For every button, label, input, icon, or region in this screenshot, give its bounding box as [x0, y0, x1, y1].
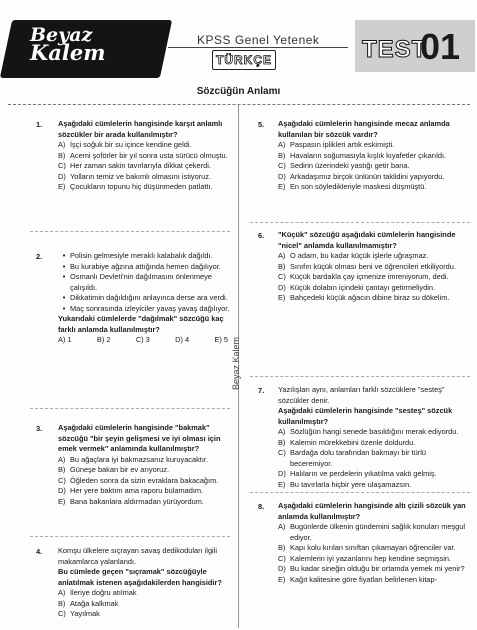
question-stem: "Küçük" sözcüğü aşağıdaki cümlelerin hangisinde "nicel" anlamda kullanılmamıştır?: [278, 230, 456, 250]
option-e[interactable]: E) Kağıt kalitesine göre fiyatları belirlenen kitap-: [278, 574, 438, 584]
option-e[interactable]: E) Bahçedeki küçük ağacın dibine biraz su dökelim.: [278, 293, 450, 302]
test-number: 01: [420, 26, 461, 67]
option-a[interactable]: A) Bugünlerde ülkenin gündemini sağlık konuları meşgul ediyor.: [278, 522, 466, 542]
option-a[interactable]: A) Sözlüğün hangi senede basıldığını merak ediyordu.: [278, 427, 459, 436]
header-divider: [8, 104, 470, 105]
question-3: [58, 423, 230, 507]
question-stem: Bu cümlede geçen "sıçramak" sözcüğüyle anlatılmak istenen aşağıdakilerden hangisidir?: [58, 567, 222, 587]
question-context: Komşu ülkelere sıçrayan savaş dedikoduları ilgili makamlarca yalanlandı.: [58, 546, 217, 566]
option-d[interactable]: D) Arkadaşımız birçok ünlünün taklidini yapıyordu.: [278, 171, 445, 181]
bullet-item: • Dikkatimin dağıldığını anlayınca derse ara verdi.: [58, 293, 230, 304]
question-stem: Aşağıdaki cümlelerin hangisinde "bakmak" sözcüğü "bir şeyin gelişmesi ve iyi olması için emek vermek" anlamında kullanılmıştır?: [58, 423, 221, 453]
option-d[interactable]: D) 4: [175, 335, 190, 344]
question-2: [58, 251, 230, 346]
logo-line-1: Beyaz: [30, 24, 93, 46]
option-e[interactable]: E) En son söyledikleriyle maskesi düşmüştü.: [278, 182, 427, 191]
question-1: [58, 119, 230, 193]
option-d[interactable]: D) Halıların ve perdelerin yıkatılma vakti gelmiş.: [278, 469, 437, 478]
question-stem: Aşağıdaki cümlelerin hangisinde altı çizili sözcük yan anlamda kullanılmıştır?: [278, 501, 466, 521]
option-b[interactable]: B) 2: [96, 335, 111, 344]
question-number: 2.: [36, 252, 43, 261]
logo-line-2: Kalem: [30, 40, 106, 65]
question-stem: Aşağıdaki cümlelerin hangisinde mecaz anlamda kullanılan bir sözcük vardır?: [278, 119, 450, 139]
option-a[interactable]: A) 1: [58, 335, 72, 344]
subject-badge: [212, 50, 276, 70]
option-b[interactable]: B) Sınıfın küçük olması beni ve öğrencileri etkiliyordu.: [278, 261, 456, 271]
question-number: 1.: [36, 120, 43, 129]
option-c[interactable]: C) Yayılmak: [58, 609, 100, 618]
option-a[interactable]: A) Bu ağaçlara iyi bakmazsanız kuruyacaktır.: [58, 454, 209, 464]
subject-label: TÜRKÇE: [216, 53, 272, 67]
bullet-item: • Polisin gelmesiyle meraklı kalabalık dağıldı.: [58, 251, 230, 262]
bullet-item: • Maç sonrasında izleyiciler yavaş yavaş dağılıyor.: [58, 304, 230, 315]
question-separator: [30, 536, 230, 537]
option-a[interactable]: A) İşçi soğuk bir su içince kendine geldi.: [58, 140, 192, 149]
question-number: 4.: [36, 547, 43, 556]
question-stem: Yukarıdaki cümlelerde "dağılmak" sözcüğü kaç farklı anlamda kullanılmıştır?: [58, 314, 224, 334]
question-stem: Aşağıdaki cümlelerin hangisinde karşıt anlamlı sözcükler bir arada kullanılmıştır?: [58, 119, 223, 139]
option-b[interactable]: B) Güneşe bakan bir ev arıyoruz.: [58, 465, 170, 474]
option-d[interactable]: D) Bu kadar sineğin olduğu bir ortamda yemek mi yenir?: [278, 564, 465, 573]
test-label: TEST: [362, 36, 428, 63]
bullet-item: • Osmanlı Devleti'nin dağılmasını önlenmeye çalışıldı.: [58, 272, 230, 293]
section-title: Sözcüğün Anlamı: [196, 86, 281, 97]
question-separator: [30, 231, 230, 232]
question-number: 5.: [258, 120, 265, 129]
question-context: Yazılışları aynı, anlamları farklı sözcüklere "sesteş" sözcükler denir.: [278, 385, 445, 405]
option-b[interactable]: B) Kapı kolu kırılan sınıftan çıkamayan öğrenciler var.: [278, 543, 456, 552]
brand-logo-text: [30, 24, 106, 65]
option-d[interactable]: D) Küçük dolabın içindeki çantayı getirmeliydin.: [278, 282, 436, 292]
question-5: [278, 119, 470, 193]
option-c[interactable]: C) Sedirin üzerindeki yastığı getir bana.: [278, 161, 410, 170]
option-c[interactable]: C) Öğleden sonra da sizin evraklara bakacağım.: [58, 475, 219, 485]
bullet-icon: •: [62, 293, 66, 302]
option-c[interactable]: C) Her zaman sakin tavırlarıyla dikkat çekerdi.: [58, 161, 211, 170]
option-a[interactable]: A) İleriye doğru atılmak: [58, 588, 137, 597]
bullet-item: • Bu kurabiye ağzına attığında hemen dağılıyor.: [58, 262, 230, 273]
answer-row: [58, 335, 228, 346]
option-a[interactable]: A) O adam, bu kadar küçük işlerle uğraşmaz.: [278, 251, 429, 260]
question-stem: Aşağıdaki cümlelerin hangisinde "sesteş" sözcük kullanılmıştır?: [278, 406, 453, 426]
question-4: [58, 546, 230, 620]
option-c[interactable]: C) Bardağa dolu tarafından bakmayı bir türlü beceremiyor.: [278, 448, 426, 468]
question-8: [278, 501, 470, 585]
bullet-icon: •: [62, 251, 66, 260]
question-number: 3.: [36, 424, 43, 433]
option-e[interactable]: E) Bu tavırlarla hiçbir yere ulaşamazsın.: [278, 479, 412, 489]
option-b[interactable]: B) Kalemin mürekkebini özenle doldurdu.: [278, 437, 416, 447]
question-separator: [30, 408, 230, 409]
bullet-icon: •: [62, 272, 66, 281]
question-separator: [250, 376, 470, 377]
header-rule: [168, 47, 348, 48]
option-b[interactable]: B) Atağa kalkmak: [58, 598, 119, 608]
vertical-brand-text: Beyaz Kalem: [231, 336, 241, 390]
question-number: 7.: [258, 386, 265, 395]
bullet-icon: •: [62, 303, 66, 313]
option-e[interactable]: E) 5: [214, 335, 228, 344]
option-d[interactable]: D) Her yere baktım ama raporu bulamadım.: [58, 486, 204, 495]
option-e[interactable]: E) Çocukların topunu hiç düşünmeden patlattı.: [58, 182, 213, 191]
bullet-icon: •: [62, 261, 66, 271]
option-b[interactable]: B) Havaların soğumasıyla kışlık kıyafetler çıkarıldı.: [278, 150, 447, 160]
option-c[interactable]: C) Küçük bardakla çay içmenize imreniyorum, dedi.: [278, 272, 449, 281]
option-e[interactable]: E) Bana bakanlara aldırmadan yürüyordum.: [58, 496, 204, 506]
question-7: [278, 385, 470, 490]
exam-title: KPSS Genel Yetenek: [197, 33, 320, 47]
question-number: 8.: [258, 502, 265, 511]
option-b[interactable]: B) Acemi şoförler bir yıl sonra usta sürücü olmuştu.: [58, 150, 228, 160]
question-separator: [250, 492, 470, 493]
question-number: 6.: [258, 231, 265, 240]
option-a[interactable]: A) Paspasın iplikleri artık eskimişti.: [278, 140, 395, 149]
question-separator: [250, 222, 470, 223]
option-d[interactable]: D) Yolların temiz ve bakımlı olmasını istiyoruz.: [58, 171, 212, 181]
option-c[interactable]: C) Kalemlerin iyi yazanlarını hep kendine seçmişsin.: [278, 553, 452, 563]
question-6: [278, 230, 470, 304]
option-c[interactable]: C) 3: [135, 335, 150, 344]
